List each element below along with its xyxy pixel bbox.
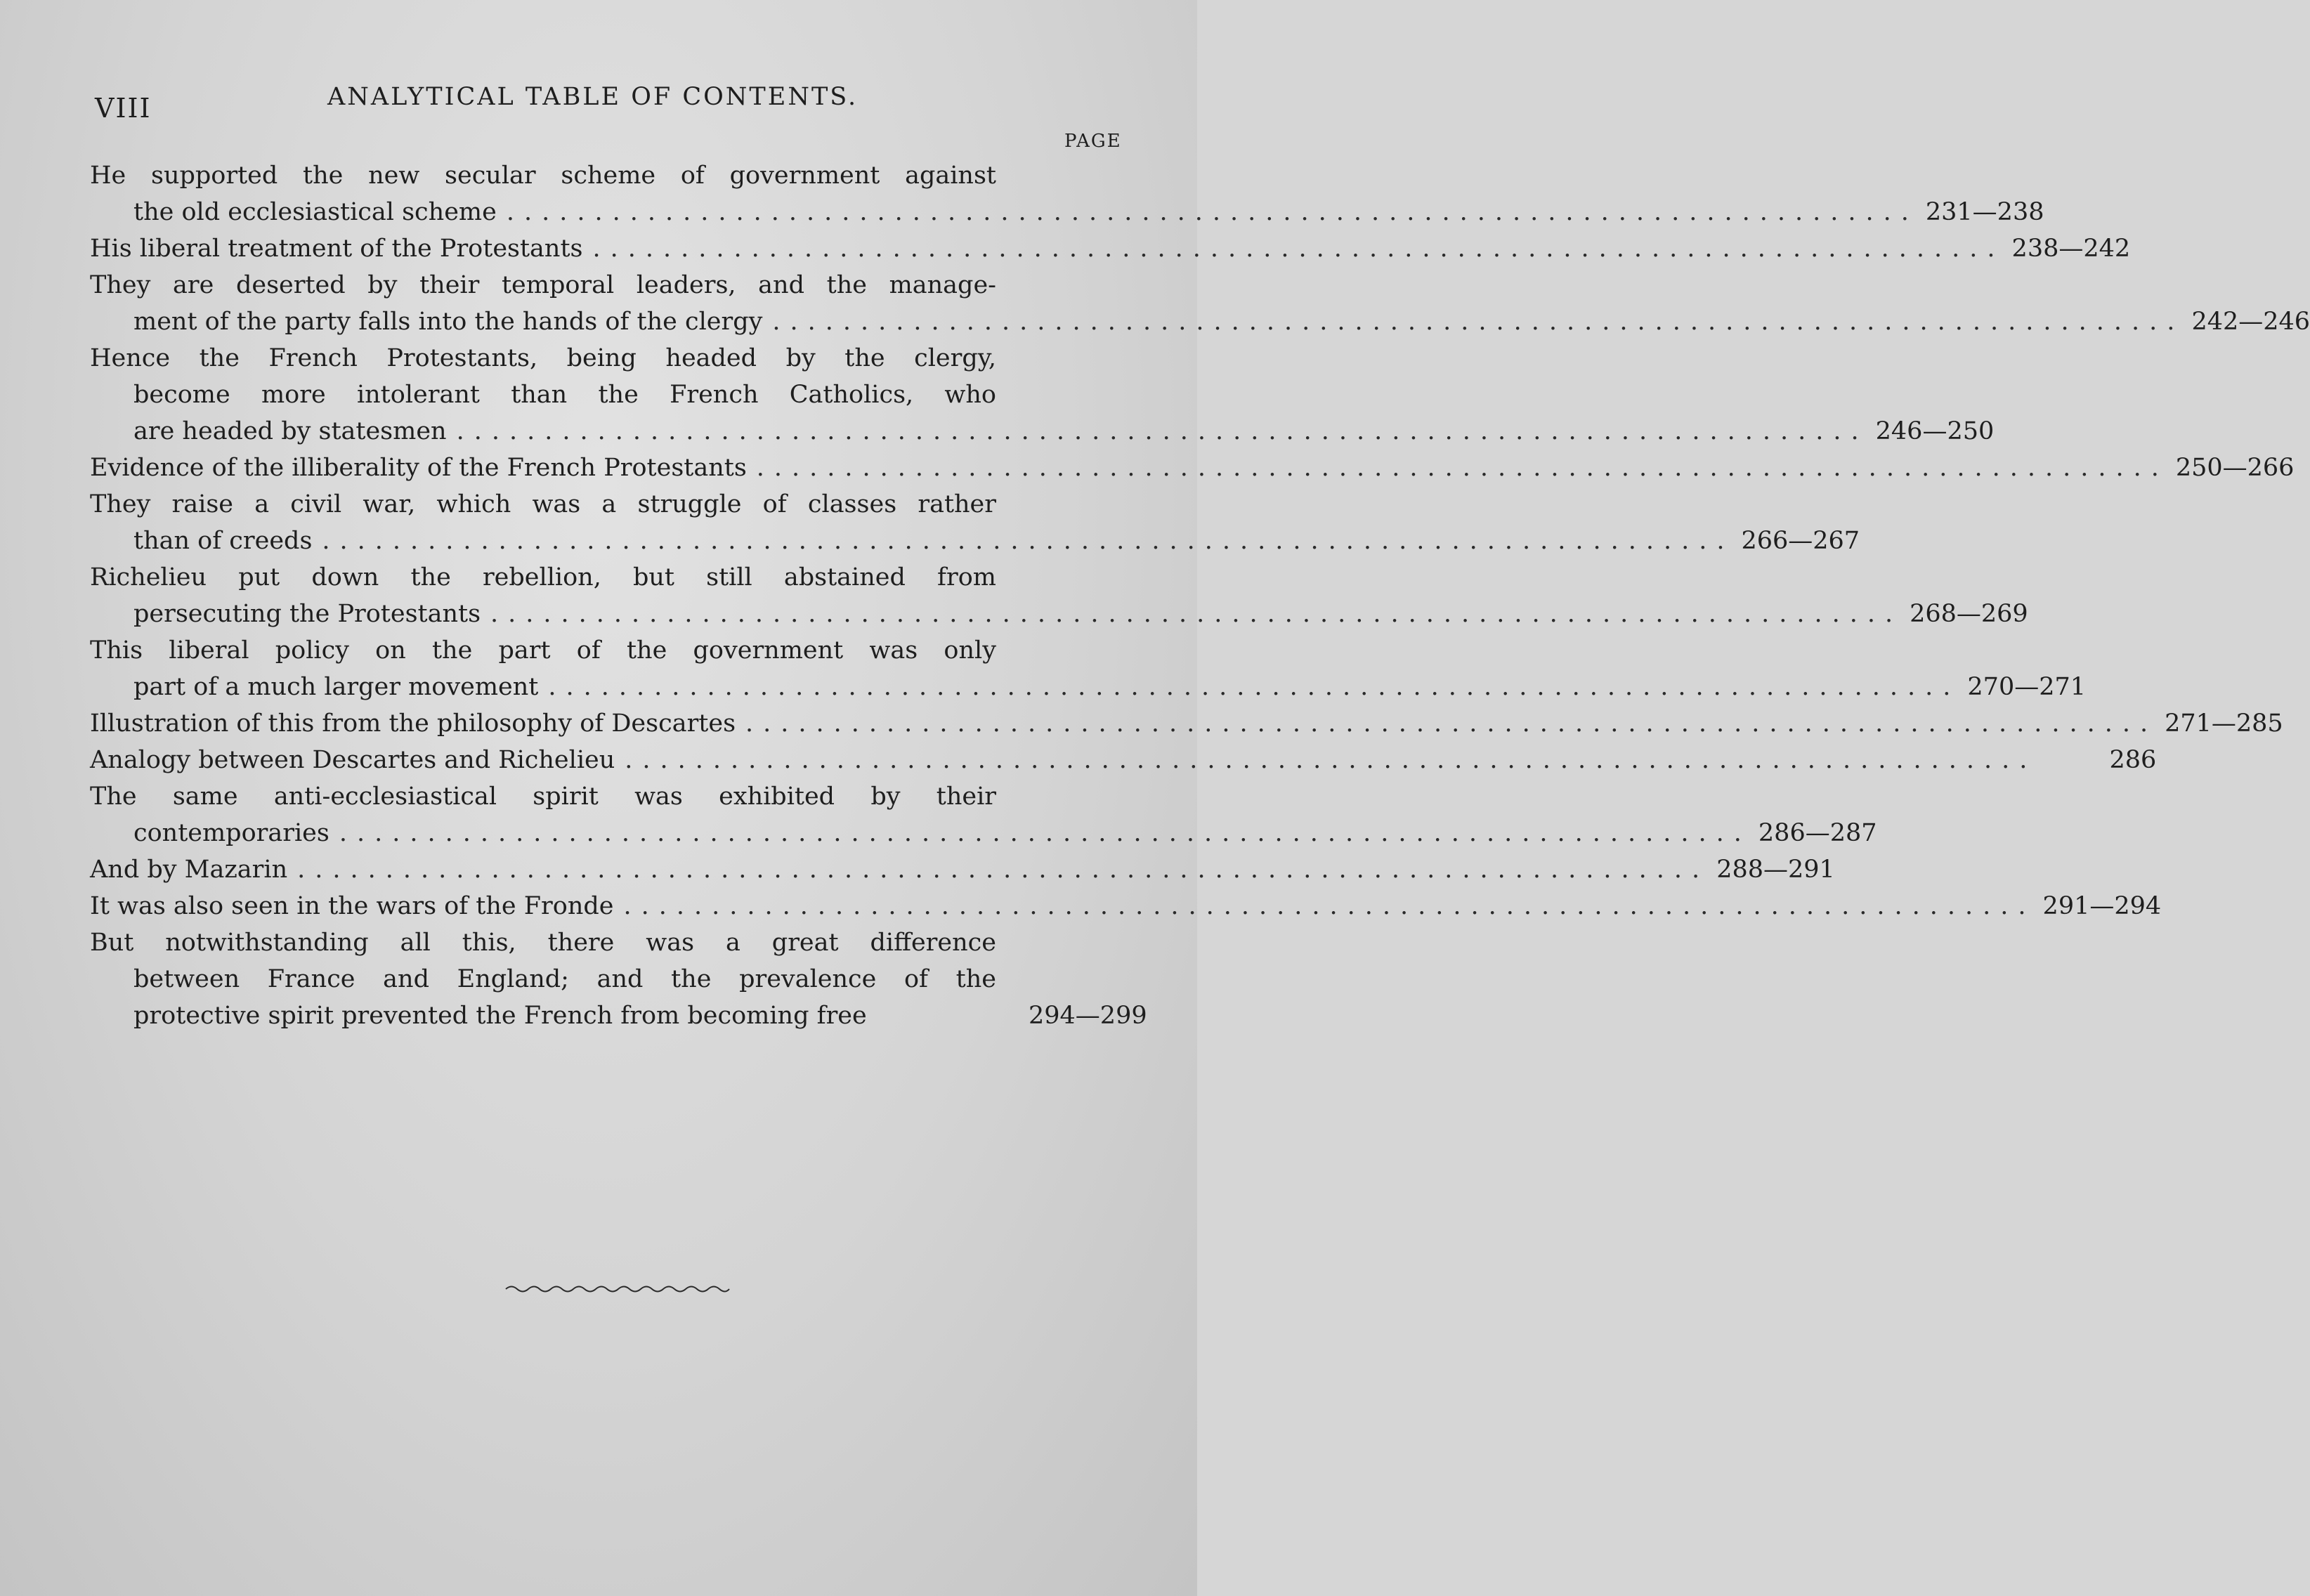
page-column-label: PAGE [1064, 131, 1122, 152]
dot-leader: ................................................................................ [297, 856, 1710, 884]
toc-page-range: 246—250 [1875, 417, 1995, 445]
dot-leader: ................................................................................ [745, 709, 2158, 738]
toc-page-range: 268—269 [1910, 600, 2028, 628]
toc-entry-text: And by Mazarin [90, 856, 288, 884]
dot-leader: ................................................................................ [322, 527, 1735, 555]
toc-entry-text: Hence the French Protestants, being headed by the clergy, [90, 344, 996, 372]
toc-entry-text: Analogy between Descartes and Richelieu [90, 746, 615, 774]
toc-page-range: 294—299 [1029, 1002, 1147, 1030]
toc-entry [90, 705, 2283, 742]
toc-entry-text: part of a much larger movement [133, 673, 539, 701]
toc-entry [90, 851, 1835, 888]
toc-entry-line [90, 377, 1141, 413]
toc-entry-text: Evidence of the illiberality of the French Protestants [90, 454, 747, 482]
toc-entry-line [90, 267, 1141, 303]
toc-entry-line [90, 194, 2044, 230]
toc-entry-text: He supported the new secular scheme of government against [90, 162, 996, 190]
toc-entry [90, 340, 1995, 450]
toc-entry-text: His liberal treatment of the Protestants [90, 235, 583, 263]
ornamental-rule [504, 1283, 731, 1295]
toc-entry-line [90, 523, 1860, 559]
toc-entry [90, 632, 2087, 705]
page-number: VIII [95, 93, 152, 124]
toc-entry [90, 924, 1147, 1034]
toc-entry [90, 778, 1877, 851]
dot-leader: ................................................................................ [506, 198, 1919, 226]
toc-entry-line [90, 559, 1141, 596]
toc-entry-text: contemporaries [133, 819, 329, 847]
toc-page-range: 238—242 [2011, 235, 2131, 263]
toc-entry-line [90, 705, 2283, 742]
toc-entry-text: become more intolerant than the French Catholics, who [133, 381, 996, 409]
toc-page-range: 291—294 [2042, 892, 2162, 920]
toc-entry-text: But notwithstanding all this, there was a great difference [90, 929, 996, 957]
page-title: ANALYTICAL TABLE OF CONTENTS. [327, 83, 859, 111]
toc-page-range: 231—238 [1925, 198, 2044, 226]
dot-leader: ................................................................................ [623, 892, 2036, 920]
toc-entry-line [90, 450, 2295, 486]
toc-entry-line [90, 961, 1141, 998]
toc-page-range: 266—267 [1741, 527, 1860, 555]
toc-page-range: 250—266 [2175, 454, 2295, 482]
toc-entry-text: Richelieu put down the rebellion, but still abstained from [90, 563, 996, 591]
toc-page-range: 286 [2109, 746, 2157, 774]
toc-page-range: 242—246 [2191, 308, 2310, 336]
toc-entry-line [90, 924, 1141, 961]
toc-entry [90, 267, 2310, 340]
toc-entry [90, 559, 2028, 632]
toc-entry-line [90, 230, 2131, 267]
dot-leader: ................................................................................ [756, 454, 2169, 482]
toc-entry-text: the old ecclesiastical scheme [133, 198, 497, 226]
dot-leader: ................................................................................ [456, 417, 1869, 445]
toc-entry-text: Illustration of this from the philosophy of Descartes [90, 709, 736, 738]
toc-entry [90, 888, 2162, 924]
toc-entry-text: are headed by statesmen [133, 417, 447, 445]
toc-entry-line [90, 998, 1147, 1034]
toc-entry-text: between France and England; and the prevalence of the [133, 965, 996, 993]
toc-entry-text: The same anti-ecclesiastical spirit was exhibited by their [90, 783, 996, 811]
toc-entry [90, 742, 2157, 778]
toc-entry-text: ment of the party falls into the hands of the clergy [133, 308, 763, 336]
dot-leader: ................................................................................ [592, 235, 2005, 263]
toc-page-range: 271—285 [2165, 709, 2283, 738]
toc-entry-text: protective spirit prevented the French from becoming free [133, 1002, 867, 1030]
toc-entry [90, 157, 2044, 230]
toc-entry-line [90, 596, 2028, 632]
toc-entry-line [90, 632, 1141, 669]
toc-entry-line [90, 815, 1877, 851]
dot-leader: ................................................................................ [772, 308, 2185, 336]
dot-leader: ................................................................................ [548, 673, 1961, 701]
toc-entry-line [90, 340, 1141, 377]
table-of-contents [90, 157, 2310, 1034]
toc-entry-line [90, 669, 2087, 705]
toc-entry-line [90, 157, 1141, 194]
toc-entry [90, 486, 1860, 559]
toc-entry-text: They are deserted by their temporal leaders, and the manage- [90, 271, 996, 299]
dot-leader: ................................................................................ [625, 746, 2037, 774]
toc-entry-line [90, 742, 2157, 778]
toc-entry [90, 450, 2295, 486]
toc-entry-line [90, 778, 1141, 815]
toc-entry-text: persecuting the Protestants [133, 600, 481, 628]
toc-page-range: 286—287 [1758, 819, 1877, 847]
toc-entry-line [90, 888, 2162, 924]
toc-entry-text: It was also seen in the wars of the Fronde [90, 892, 614, 920]
toc-entry-line [90, 851, 1835, 888]
toc-entry-text: than of creeds [133, 527, 313, 555]
toc-entry-line [90, 303, 2310, 340]
dot-leader: ................................................................................ [339, 819, 1751, 847]
dot-leader: ................................................................................ [490, 600, 1903, 628]
toc-entry [90, 230, 2131, 267]
toc-entry-line [90, 486, 1141, 523]
toc-page-range: 270—271 [1967, 673, 2087, 701]
toc-entry-line [90, 413, 1995, 450]
toc-entry-text: They raise a civil war, which was a struggle of classes rather [90, 490, 996, 518]
toc-entry-text: This liberal policy on the part of the government was only [90, 636, 996, 665]
toc-page-range: 288—291 [1716, 856, 1835, 884]
